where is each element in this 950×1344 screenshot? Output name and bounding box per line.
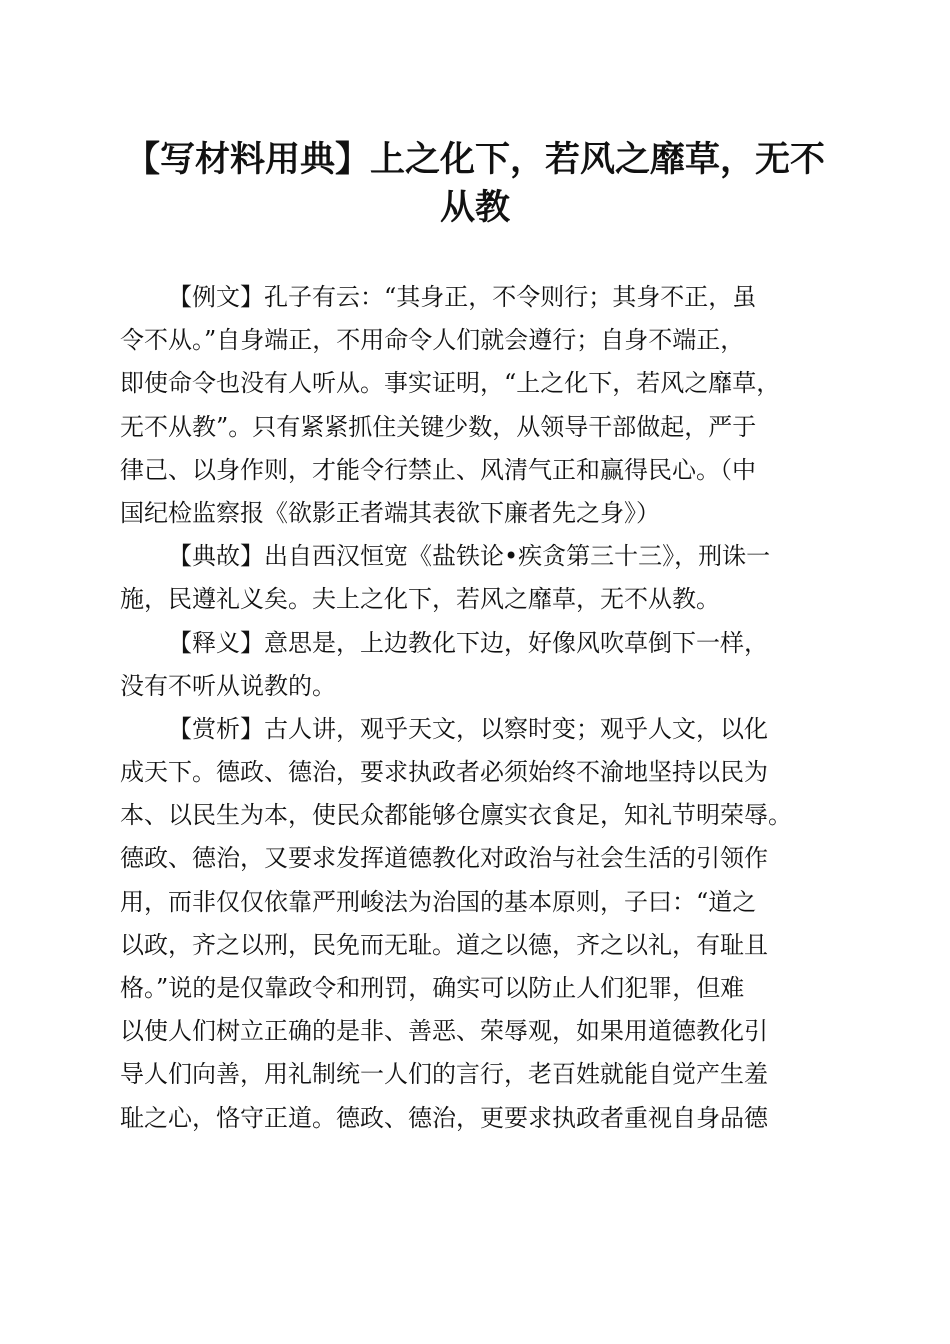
text-line: 律己、以身作则，才能令行禁止、风清气正和赢得民心。（中 [120, 455, 756, 484]
text-line: 施，民遵礼义矣。夫上之化下，若风之靡草，无不从教。 [120, 585, 720, 614]
text-line: 耻之心，恪守正道。德政、德治，更要求执政者重视自身品德 [120, 1103, 768, 1132]
text-line: 【释义】意思是，上边教化下边，好像风吹草倒下一样， [168, 628, 768, 657]
text-line: 【典故】出自西汉恒宽《盐铁论•疾贪第三十三》，刑诛一 [168, 542, 771, 571]
text-line: 【例文】孔子有云：“其身正，不令则行；其身不正，虽 [168, 283, 757, 311]
title-line: 【写材料用典】上之化下，若风之靡草，无不 [124, 139, 825, 180]
document-title [110, 136, 840, 232]
text-line: 国纪检监察报《欲影正者端其表欲下廉者先之身》） [120, 498, 660, 527]
text-line: 以政，齐之以刑，民免而无耻。道之以德，齐之以礼，有耻且 [120, 930, 768, 959]
text-line: 以使人们树立正确的是非、善恶、荣辱观，如果用道德教化引 [120, 1017, 768, 1046]
title-line: 从教 [439, 187, 510, 228]
text-line: 德政、德治，又要求发挥道德教化对政治与社会生活的引领作 [120, 844, 768, 873]
text-line: 没有不听从说教的。 [120, 671, 336, 700]
text-line: 本、以民生为本，使民众都能够仓廪实衣食足，知礼节明荣辱。 [120, 801, 792, 830]
document-body [120, 276, 840, 1140]
text-line: 无不从教”。只有紧紧抓住关键少数，从领导干部做起，严于 [120, 412, 757, 441]
paragraph-meaning [120, 622, 840, 708]
text-line: 成天下。德政、德治，要求执政者必须始终不渝地坚持以民为 [120, 758, 768, 787]
paragraph-allusion [120, 535, 840, 621]
text-line: 令不从。”自身端正，不用命令人们就会遵行；自身不端正， [120, 326, 745, 355]
text-line: 用，而非仅仅依靠严刑峻法为治国的基本原则，子曰：“道之 [120, 887, 757, 916]
text-line: 格。”说的是仅靠政令和刑罚，确实可以防止人们犯罪，但难 [120, 974, 745, 1002]
paragraph-appreciation [120, 708, 840, 1140]
paragraph-example [120, 276, 840, 535]
text-line: 【赏析】古人讲，观乎天文，以察时变；观乎人文，以化 [168, 714, 768, 743]
text-line: 导人们向善，用礼制统一人们的言行，老百姓就能自觉产生羞 [120, 1060, 768, 1089]
text-line: 即使命令也没有人听从。事实证明，“上之化下，若风之靡草， [120, 369, 781, 398]
